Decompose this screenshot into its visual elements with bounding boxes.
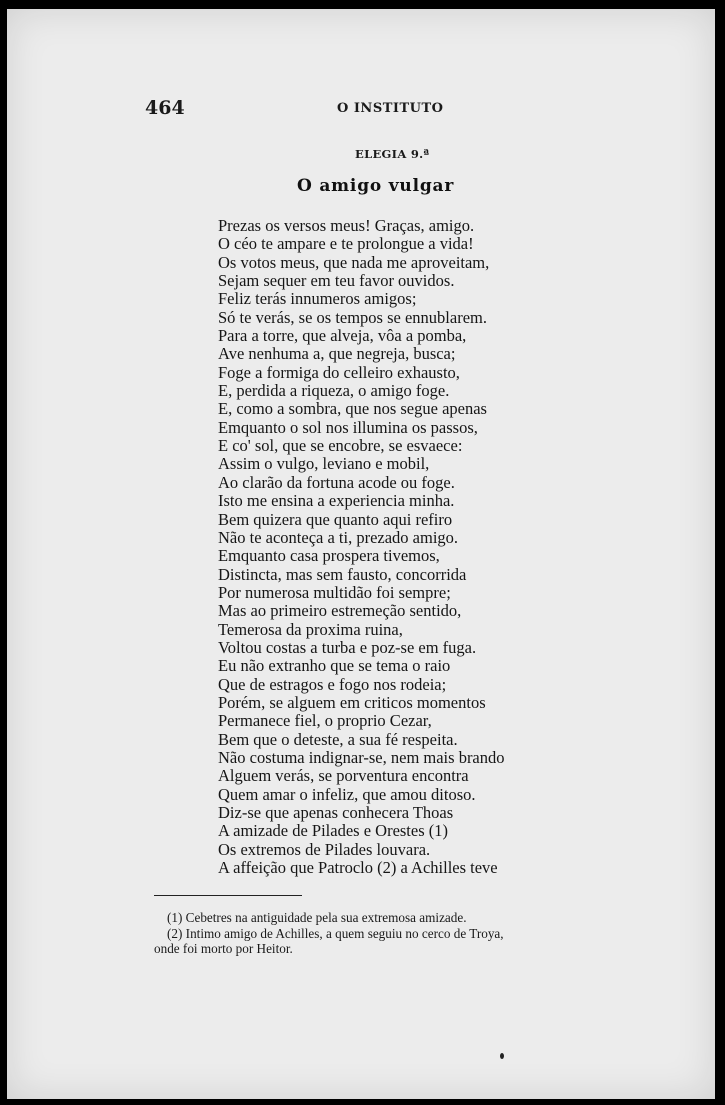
poem-line: Emquanto o sol nos illumina os passos,: [218, 417, 478, 437]
poem-line: E, como a sombra, que nos segue apenas: [218, 399, 487, 419]
poem-line: Alguem verás, se porventura encontra: [218, 766, 469, 786]
poem-line: Foge a formiga do celleiro exhausto,: [218, 362, 460, 382]
poem-line: E, perdida a riqueza, o amigo foge.: [218, 381, 450, 401]
page-number: 464: [145, 97, 185, 119]
poem-line: Ave nenhuma a, que negreja, busca;: [218, 344, 456, 364]
poem-line: Assim o vulgo, leviano e mobil,: [218, 454, 430, 474]
poem-body: [218, 217, 578, 877]
poem-line: Para a torre, que alveja, vôa a pomba,: [218, 326, 467, 346]
section-label: ELEGIA 9.ª: [355, 147, 430, 161]
page-header: [7, 97, 715, 121]
poem-line: Diz-se que apenas conhecera Thoas: [218, 803, 454, 822]
poem-line: A amizade de Pilades e Orestes (1): [218, 821, 449, 841]
poem-line: Ao clarão da fortuna acode ou foge.: [218, 472, 455, 492]
footnote-2-line-2: onde foi morto por Heitor.: [154, 941, 293, 956]
ink-speck: [500, 1053, 504, 1059]
poem-line: Sejam sequer em teu favor ouvidos.: [218, 271, 455, 291]
poem-line: Que de estragos e fogo nos rodeia;: [218, 674, 447, 694]
footnote-2-line-1: (2) Intimo amigo de Achilles, a quem seguiu no cerco de Troya,: [167, 925, 504, 941]
poem-line: Os extremos de Pilades louvara.: [218, 839, 431, 859]
poem-line: Mas ao primeiro estremeção sentido,: [218, 601, 462, 621]
poem-line: Os votos meus, que nada me aproveitam,: [218, 252, 490, 272]
poem-line: Porém, se alguem em criticos momentos: [218, 692, 486, 712]
book-page: [7, 9, 715, 1099]
poem-line: Só te verás, se os tempos se ennublarem.: [218, 307, 487, 327]
poem-line: Eu não extranho que se tema o raio: [218, 656, 451, 676]
footnotes: [154, 910, 627, 957]
poem-line: O céo te ampare e te prolongue a vida!: [218, 234, 474, 254]
poem-line: A affeição que Patroclo (2) a Achilles teve: [218, 858, 498, 878]
poem-line: Prezas os versos meus! Graças, amigo.: [218, 216, 475, 235]
poem-line: Isto me ensina a experiencia minha.: [218, 491, 455, 511]
poem-line: Feliz terás innumeros amigos;: [218, 289, 417, 309]
poem-line: Emquanto casa prospera tivemos,: [218, 546, 440, 566]
poem-line: Bem quizera que quanto aqui refiro: [218, 509, 453, 529]
poem-line: Permanece fiel, o proprio Cezar,: [218, 711, 432, 731]
footnote-1: (1) Cebetres na antiguidade pela sua extremosa amizade.: [167, 910, 467, 925]
footnote-rule: [154, 895, 302, 896]
poem-line: Temerosa da proxima ruina,: [218, 619, 403, 639]
poem-line: Não costuma indignar-se, nem mais brando: [218, 747, 505, 767]
poem-line: Voltou costas a turba e poz-se em fuga.: [218, 637, 477, 657]
poem-line: Quem amar o infeliz, que amou ditoso.: [218, 784, 476, 804]
poem-title: O amigo vulgar: [297, 176, 455, 196]
running-head: O INSTITUTO: [337, 101, 444, 116]
poem-line: Distincta, mas sem fausto, concorrida: [218, 564, 467, 584]
poem-line: E co' sol, que se encobre, se esvaece:: [218, 436, 463, 456]
poem-line: Bem que o deteste, a sua fé respeita.: [218, 729, 458, 749]
poem-line: Não te aconteça a ti, prezado amigo.: [218, 527, 459, 547]
poem-line: Por numerosa multidão foi sempre;: [218, 582, 451, 602]
